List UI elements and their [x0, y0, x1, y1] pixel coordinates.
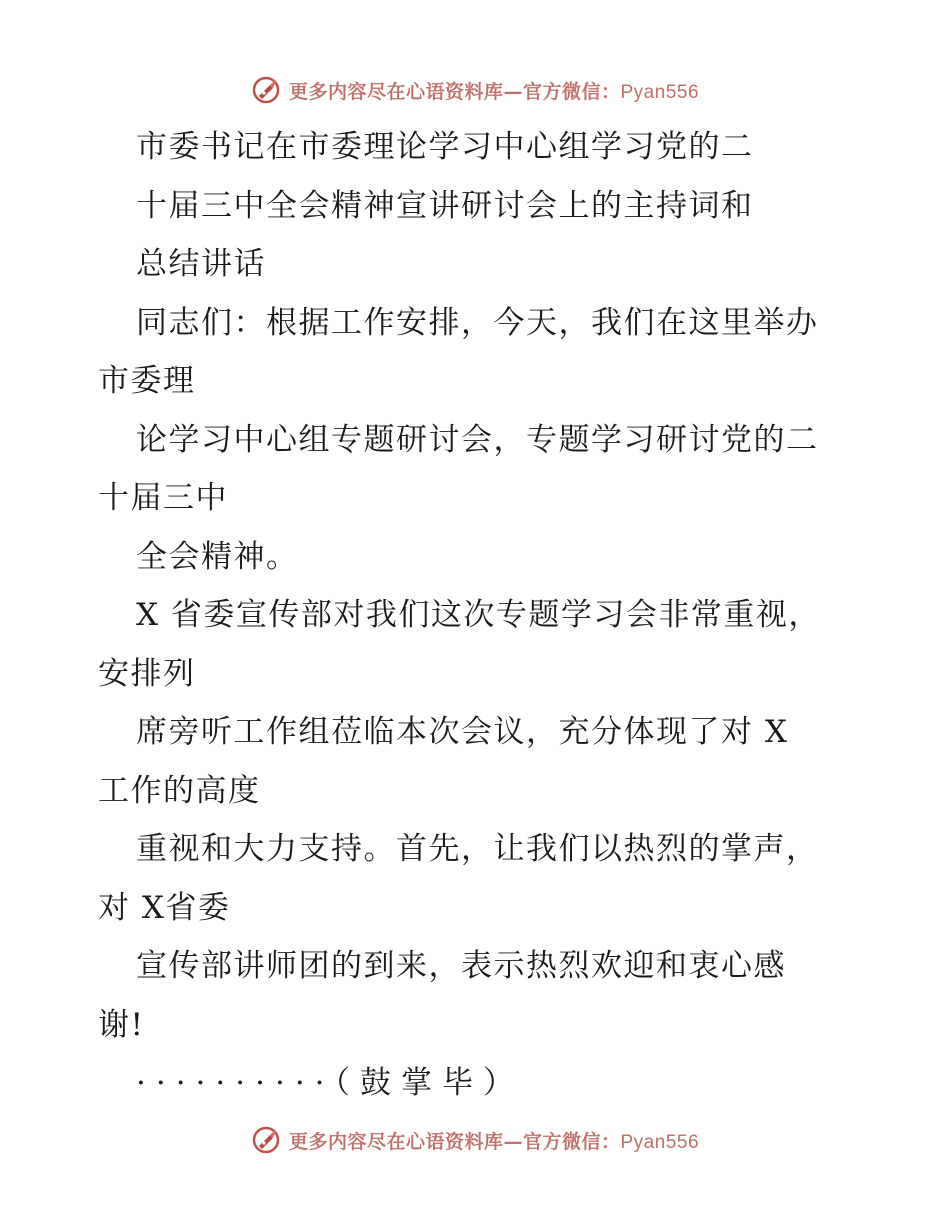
paragraph-line: 市委理 [98, 363, 196, 399]
paragraph-line: 席旁听工作组莅临本次会议，充分体现了对 X [136, 714, 789, 750]
title-line-2: 十届三中全会精神宣讲研讨会上的主持词和 [136, 187, 754, 224]
header-watermark [0, 70, 950, 110]
paragraph-line: 同志们：根据工作安排，今天，我们在这里举办 [136, 304, 819, 341]
paragraph-line: 重视和大力支持。首先，让我们以热烈的掌声， [136, 831, 819, 867]
paragraph-line: 工作的高度 [98, 772, 261, 809]
paragraph-line: 谢! [98, 1006, 145, 1043]
paragraph-line: 对 X省委 [98, 889, 231, 926]
paragraph-line: 宣传部讲师团的到来，表示热烈欢迎和衷心感 [136, 948, 786, 984]
pen-nib-logo-icon [251, 1125, 281, 1155]
paragraph-line: 安排列 [98, 655, 196, 692]
paragraph-line: 论学习中心组专题研讨会，专题学习研讨党的二 [136, 421, 819, 458]
paragraph-line: X 省委宣传部对我们这次专题学习会非常重视， [136, 597, 821, 633]
footer-watermark [0, 1120, 950, 1160]
watermark-text: 更多内容尽在心语资料库—官方微信：Pyan556 [288, 1130, 700, 1153]
applause-note: ··········（鼓掌毕） [136, 1065, 525, 1101]
paragraph-line: 全会精神。 [136, 538, 299, 575]
title-line-1: 市委书记在市委理论学习中心组学习党的二 [136, 129, 754, 165]
paragraph-line: 十届三中 [98, 480, 228, 516]
watermark-text: 更多内容尽在心语资料库—官方微信：Pyan556 [288, 80, 700, 103]
title-line-3: 总结讲话 [136, 246, 266, 282]
document-body [98, 118, 878, 1113]
pen-nib-logo-icon [251, 75, 281, 105]
